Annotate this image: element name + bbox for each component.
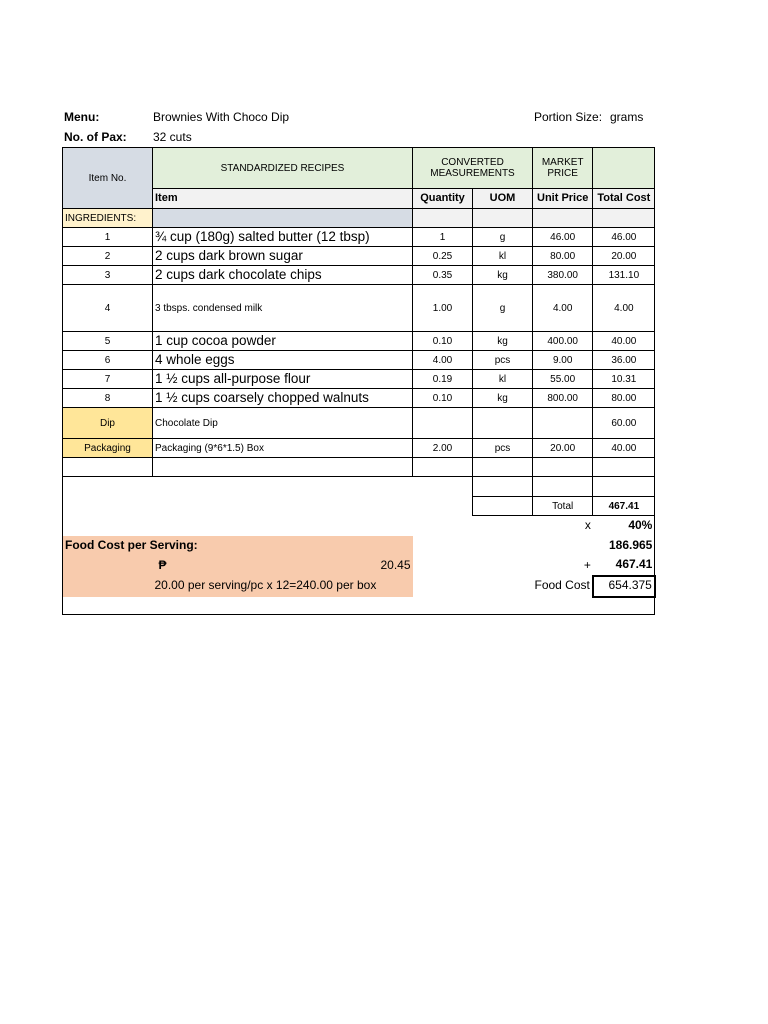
item-total-cost: 36.00: [593, 351, 655, 370]
table-row: [63, 247, 655, 266]
plus-sign: +: [583, 557, 591, 572]
item-unit-price: 400.00: [533, 332, 593, 351]
item-quantity: 0.25: [413, 247, 473, 266]
item-quantity: 0.35: [413, 266, 473, 285]
item-unit-price: 380.00: [533, 266, 593, 285]
item-column-header: Item: [153, 189, 413, 209]
item-number: 4: [63, 285, 153, 332]
item-name: 1 cup cocoa powder: [153, 332, 413, 351]
total-cost-column-header: Total Cost: [593, 189, 655, 209]
quantity-column-header: Quantity: [413, 189, 473, 209]
item-unit-price: 55.00: [533, 370, 593, 389]
item-quantity: 0.10: [413, 332, 473, 351]
item-name: 4 whole eggs: [153, 351, 413, 370]
pax-value: 32 cuts: [153, 130, 192, 144]
item-name: 2 cups dark chocolate chips: [153, 266, 413, 285]
serving-cost-value: 20.45: [380, 557, 411, 572]
packaging-quantity: 2.00: [413, 439, 473, 458]
packaging-total-cost: 40.00: [593, 439, 655, 458]
item-quantity: 0.19: [413, 370, 473, 389]
item-uom: pcs: [473, 351, 533, 370]
markup-percent: 40%: [593, 516, 655, 536]
food-cost-value: 654.375: [593, 576, 655, 597]
packaging-uom: pcs: [473, 439, 533, 458]
total-label: Total: [533, 497, 593, 516]
item-quantity: 4.00: [413, 351, 473, 370]
item-uom: g: [473, 285, 533, 332]
item-name: 1 ½ cups all-purpose flour: [153, 370, 413, 389]
multiply-sign: x: [584, 518, 591, 533]
unit-price-column-header: Unit Price: [533, 189, 593, 209]
recipe-costing-table: [62, 147, 656, 615]
table-row: [63, 266, 655, 285]
item-uom: kg: [473, 332, 533, 351]
menu-label: Menu:: [64, 110, 100, 124]
ingredients-label: INGREDIENTS:: [63, 209, 153, 228]
item-number: 2: [63, 247, 153, 266]
item-number: 3: [63, 266, 153, 285]
food-cost-per-serving-label: Food Cost per Serving:: [63, 536, 413, 556]
item-name: 3 tbsps. condensed milk: [153, 285, 413, 332]
item-uom: kg: [473, 389, 533, 408]
item-total-cost: 10.31: [593, 370, 655, 389]
food-cost-label: Food Cost: [534, 578, 590, 593]
converted-measurements-header: CONVERTED MEASUREMENTS: [413, 148, 533, 189]
item-total-cost: 20.00: [593, 247, 655, 266]
item-uom: kl: [473, 247, 533, 266]
item-number: 1: [63, 228, 153, 247]
peso-sign: ₱: [158, 557, 167, 572]
dip-label: Dip: [63, 408, 153, 439]
item-uom: g: [473, 228, 533, 247]
item-number: 6: [63, 351, 153, 370]
table-row: [63, 228, 655, 247]
table-head-row: [63, 148, 655, 189]
table-row: [63, 370, 655, 389]
portion-size-value: grams: [610, 110, 644, 124]
blank-row: [63, 458, 655, 477]
dip-row: [63, 408, 655, 439]
item-uom: kg: [473, 266, 533, 285]
item-name: 1 ½ cups coarsely chopped walnuts: [153, 389, 413, 408]
item-total-cost: 46.00: [593, 228, 655, 247]
pax-label: No. of Pax:: [64, 130, 127, 144]
item-unit-price: 800.00: [533, 389, 593, 408]
item-name: 2 cups dark brown sugar: [153, 247, 413, 266]
item-unit-price: 4.00: [533, 285, 593, 332]
item-unit-price: 9.00: [533, 351, 593, 370]
item-uom: kl: [473, 370, 533, 389]
dip-item: Chocolate Dip: [153, 408, 413, 439]
item-quantity: 0.10: [413, 389, 473, 408]
uom-column-header: UOM: [473, 189, 533, 209]
item-total-cost: 40.00: [593, 332, 655, 351]
menu-value: Brownies With Choco Dip: [153, 110, 290, 124]
standardized-recipes-header: STANDARDIZED RECIPES: [153, 148, 413, 189]
item-unit-price: 46.00: [533, 228, 593, 247]
item-name: ¾ cup (180g) salted butter (12 tbsp): [153, 228, 413, 247]
markup-amount: 186.965: [593, 536, 655, 556]
table-row: [63, 285, 655, 332]
item-number: 8: [63, 389, 153, 408]
item-unit-price: 80.00: [533, 247, 593, 266]
ingredients-row: [63, 209, 655, 228]
packaging-row: [63, 439, 655, 458]
item-quantity: 1.00: [413, 285, 473, 332]
packaging-label: Packaging: [63, 439, 153, 458]
table-row: [63, 389, 655, 408]
item-quantity: 1: [413, 228, 473, 247]
item-total-cost: 80.00: [593, 389, 655, 408]
market-price-header: MARKET PRICE: [533, 148, 593, 189]
packaging-item: Packaging (9*6*1.5) Box: [153, 439, 413, 458]
base-cost-value: 467.41: [593, 556, 655, 576]
table-row: [63, 332, 655, 351]
item-total-cost: 131.10: [593, 266, 655, 285]
item-number: 5: [63, 332, 153, 351]
packaging-unit-price: 20.00: [533, 439, 593, 458]
serving-note: 20.00 per serving/pc x 12=240.00 per box: [153, 576, 413, 597]
item-number: 7: [63, 370, 153, 389]
serving-cost-cell: [153, 556, 413, 576]
total-value: 467.41: [593, 497, 655, 516]
item-no-header: Item No.: [63, 148, 153, 209]
dip-total-cost: 60.00: [593, 408, 655, 439]
portion-size-label: Portion Size:: [534, 110, 603, 124]
item-total-cost: 4.00: [593, 285, 655, 332]
blank-header-cell: [593, 148, 655, 189]
table-row: [63, 351, 655, 370]
